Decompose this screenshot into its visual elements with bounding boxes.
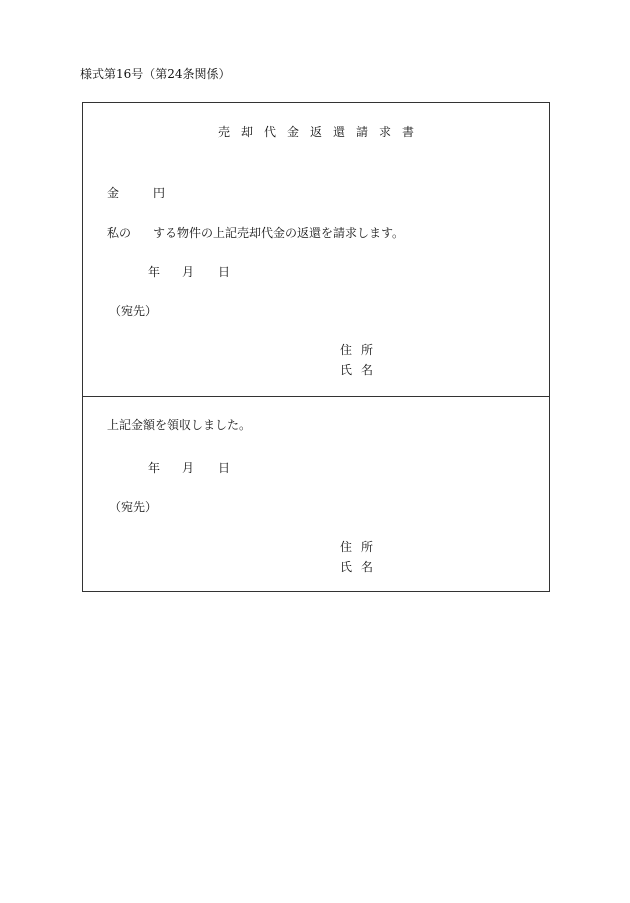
receipt-address-label: 住所 [340,540,383,554]
request-addressee: （宛先） [109,304,158,318]
request-date-month: 月 [182,265,195,279]
receipt-date-month: 月 [182,461,195,475]
amount-unit: 円 [153,186,166,200]
receipt-addressee: （宛先） [109,500,158,514]
receipt-name-label: 氏名 [340,560,383,574]
request-date-year: 年 [148,265,161,279]
request-name-label: 氏名 [340,363,383,377]
receipt-date-year: 年 [148,461,161,475]
statement-prefix: 私の [107,226,132,240]
receipt-date-day: 日 [218,461,231,475]
form-number-label: 様式第16号（第24条関係） [80,67,231,81]
receipt-statement: 上記金額を領収しました。 [107,418,252,432]
request-statement: する物件の上記売却代金の返還を請求します。 [153,226,405,240]
section-divider [82,396,550,397]
form-title: 売却代金返還請求書 [218,125,426,139]
request-date-day: 日 [218,265,231,279]
form-frame [82,102,550,592]
request-address-label: 住所 [340,343,383,357]
amount-prefix: 金 [107,186,120,200]
